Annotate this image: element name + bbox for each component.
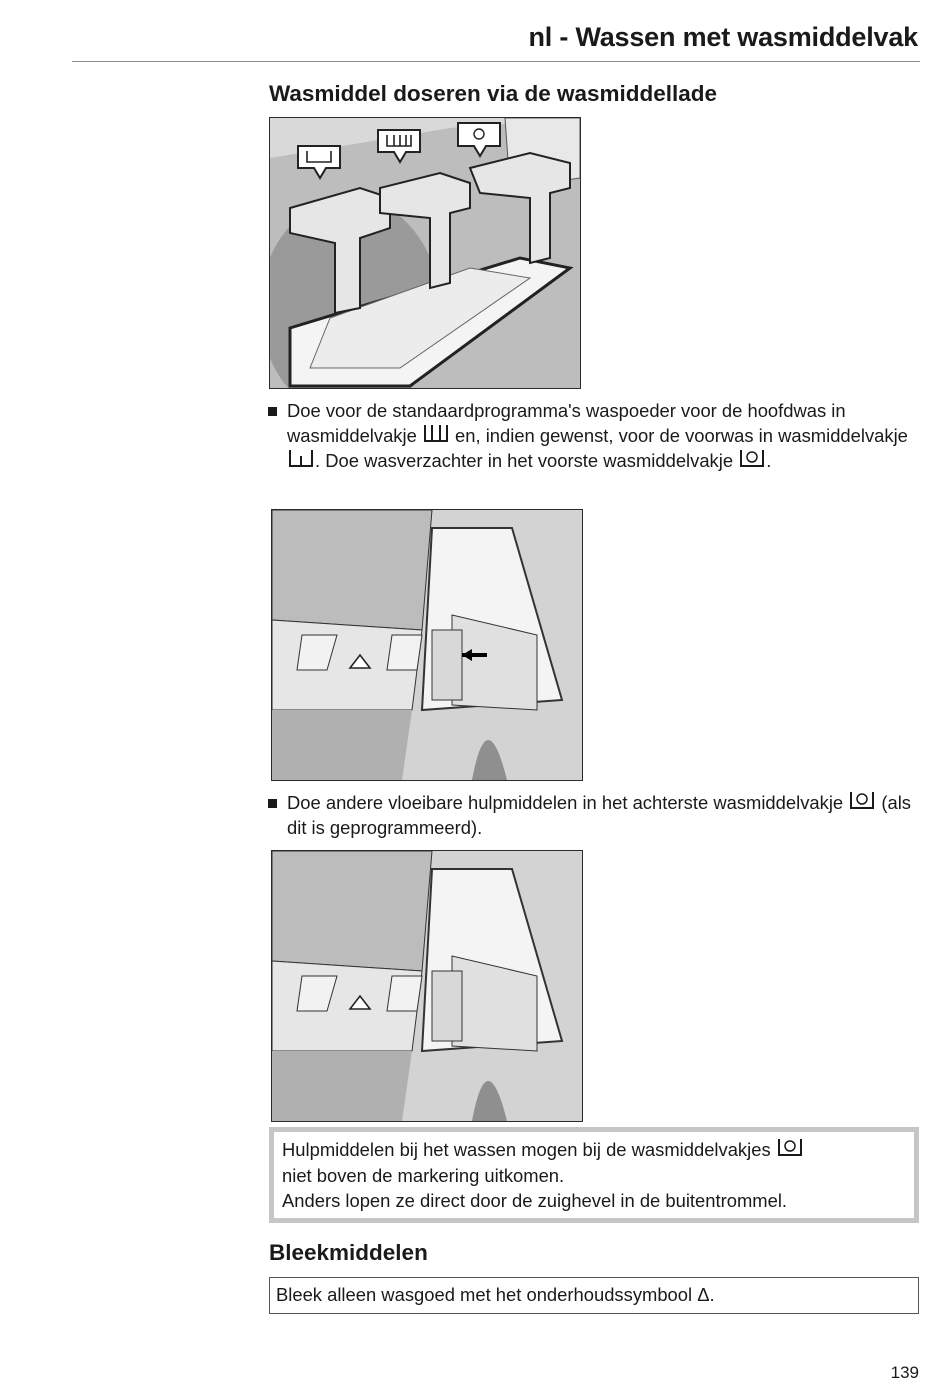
bleach-info-text: Bleek alleen wasgoed met het onderhoudssymbool Δ. [276,1284,715,1305]
instruction-text-1: Doe voor de standaardprogramma's waspoeder voor de hoofdwas in wasmiddelvakje [287,400,846,446]
rear-compartment-illustration [272,851,582,1121]
instruction-powder [268,398,918,473]
softener-compartment-icon [739,448,765,470]
softener-compartment-icon [849,790,875,812]
instruction-text-5: Doe andere vloeibare hulpmiddelen in het achterste wasmiddelvakje [287,792,849,813]
softener-compartment-icon [777,1137,803,1159]
section-heading-dosing: Wasmiddel doseren via de wasmiddellade [269,81,718,106]
warning-note [269,1127,919,1223]
figure-softener-compartment [271,509,583,781]
mainwash-compartment-icon [423,423,449,445]
softener-illustration [272,510,582,780]
instruction-text-6: (als dit is geprogrammeerd). [287,792,911,838]
instruction-text-3: . Doe wasverzachter in het voorste wasmiddelvakje [315,450,739,471]
page-title: nl - Wassen met wasmiddelvak [528,22,918,52]
drawer-illustration [270,118,580,388]
page-header [72,22,920,62]
note-line-2: Anders lopen ze direct door de zuighevel in de buitentrommel. [282,1190,788,1211]
note-line-1b: niet boven de markering uitkomen. [282,1164,565,1186]
bullet-marker [268,407,277,416]
instruction-liquid-aids [268,790,918,840]
instruction-text-4: . [766,450,772,471]
instruction-text-2: en, indien gewenst, voor de voorwas in wasmiddelvakje [449,425,908,446]
section-heading-bleach: Bleekmiddelen [269,1240,428,1265]
page-number: 139 [890,1363,919,1382]
bullet-marker [268,799,277,808]
note-line-1: Hulpmiddelen bij het wassen mogen bij de wasmiddelvakjes [282,1139,776,1160]
bleach-info-box [269,1277,919,1314]
prewash-compartment-icon [288,448,314,470]
figure-detergent-drawer-open [269,117,581,389]
figure-rear-compartment [271,850,583,1122]
